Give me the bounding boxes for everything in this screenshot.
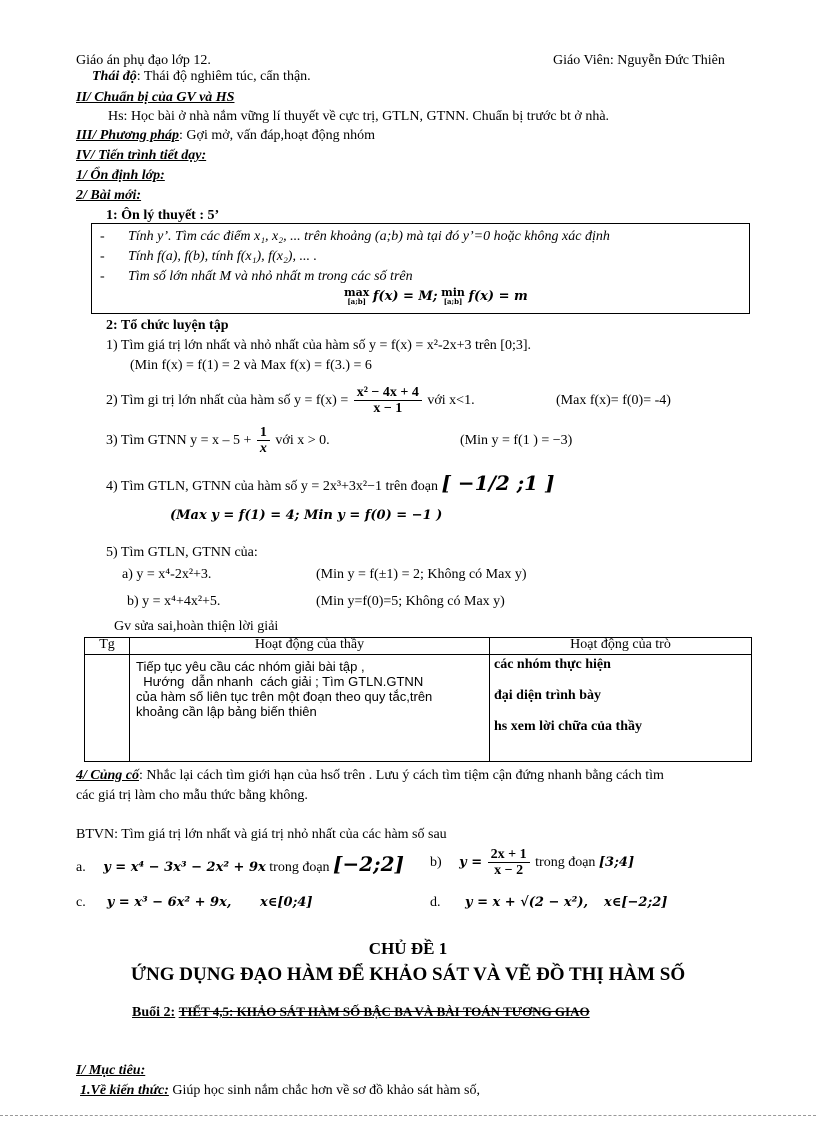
prep-heading: II/ Chuẩn bị của GV và HS [76,90,235,105]
session-label: Buổi 2: [132,1005,176,1020]
review-title: 1: Ôn lý thuyết : 5’ [106,208,220,223]
homework-title: BTVN: Tìm giá trị lớn nhất và giá trị nhỏ nhất của các hàm số sau [76,827,447,842]
theory-item-3: - Tìm số lớn nhất M và nhỏ nhất m trong các số trên [100,269,413,284]
process-heading: IV/ Tiến trình tiết dạy: [76,148,207,163]
new-lesson-heading: 2/ Bài mới: [76,188,142,203]
header-student: Hoạt động của trò [490,638,752,655]
session-line [132,1003,590,1022]
table-row [85,655,752,762]
objectives-heading: I/ Mục tiêu: [76,1063,146,1078]
table-header-row [85,638,752,655]
answer-5b: (Min y=f(0)=5; Không có Max y) [316,594,505,609]
practice-title: 2: Tổ chức luyện tập [106,318,229,333]
time-cell [85,655,130,762]
question-4: 4) Tìm GTLN, GTNN của hàm số y = 2x³+3x²−1 trên đoạn [ −1/2 ;1 ] [106,471,555,495]
fix-note: Gv sửa sai,hoàn thiện lời giải [114,619,279,634]
header-teacher: Hoạt động của thầy [130,638,490,655]
header-left: Giáo án phụ đạo lớp 12. [76,53,211,68]
answer-5a: (Min y = f(±1) = 2; Không có Max y) [316,567,527,582]
activity-table [84,637,752,762]
method-line [76,127,375,145]
answer-2: (Max f(x)= f(0)= -4) [556,393,671,408]
method-label: III/ Phương pháp [76,128,180,143]
stabilize-heading: 1/ Ổn định lớp: [76,168,165,183]
theory-formula: max [a;b] f(x) = M; min [a;b] f(x) = m [344,286,528,307]
theory-item-2: - Tính f(a), f(b), tính f(x₁), f(x₂), ... . [100,249,317,264]
method-text: : Gợi mở, vấn đáp,hoạt động nhóm [179,128,376,143]
topic-subtitle: ỨNG DỤNG ĐẠO HÀM ĐỂ KHẢO SÁT VÀ VẼ ĐỒ THỊ HÀM SỐ [130,964,686,985]
homework-a: a. y = x⁴ − 3x³ − 2x² + 9x trong đoạn [−2;2] [76,852,404,876]
theory-item-1: - Tính y’. Tìm các điểm x₁, x₂, ... trên khoảng (a;b) mà tại đó y’=0 hoặc không xác định [100,229,610,244]
attitude-text: : Thái độ nghiêm túc, cẩn thận. [136,69,311,84]
question-2: 2) Tìm gi trị lớn nhất của hàm số y = f(x) = $\frac{\text{x² − 4x + 4}}{x - 1}$ với x<1. [106,385,475,417]
knowledge-label: 1.Về kiến thức: [80,1083,169,1098]
answer-4: (Max y = f(1) = 4; Min y = f(0) = −1 ) [170,508,443,523]
knowledge-line: 1.Về kiến thức: Giúp học sinh nắm chắc hơn về sơ đồ khảo sát hàm số, [80,1083,480,1098]
attitude-line [92,68,311,86]
question-5b: b) y = x⁴+4x²+5. [127,594,221,609]
answer-3: (Min y = f(1 ) = −3) [460,433,573,448]
session-text: TIẾT 4,5: KHẢO SÁT HÀM SỐ BẬC BA VÀ BÀI TOÁN TƯƠNG GIAO [178,1004,590,1019]
header-time: Tg [85,638,130,655]
homework-c-domain: x∈[0;4] [260,895,313,910]
question-5: 5) Tìm GTLN, GTNN của: [106,545,258,560]
question-5a: a) y = x⁴-2x²+3. [122,567,212,582]
student-cell: các nhóm thực hiện đại diện trình bày hs xem lời chữa của thầy [490,655,752,762]
consolidate-line-2: các giá trị làm cho mẫu thức bằng không. [76,788,308,803]
homework-d-domain: x∈[−2;2] [604,895,668,910]
attitude-label: Thái độ [92,69,137,84]
homework-b: b) y = $\frac{2x + 1}{x - 2}$ trong đoạn [3;4] [430,847,635,879]
question-3: 3) Tìm GTNN y = x – 5 + $\frac{1}{x}$ với x > 0. [106,425,330,457]
homework-c: c. y = x³ − 6x² + 9x, [76,895,232,910]
consolidate-label: 4/ Củng cố [76,768,140,783]
page-divider [0,1115,816,1116]
header-right: Giáo Viên: Nguyễn Đức Thiên [553,53,725,68]
answer-1: (Min f(x) = f(1) = 2 và Max f(x) = f(3.) = 6 [130,358,372,373]
prep-text: Hs: Học bài ở nhà nắm vững lí thuyết về cực trị, GTLN, GTNN. Chuẩn bị trước bt ở nhà. [108,109,610,124]
topic-title: CHỦ ĐỀ 1 [368,939,448,958]
question-1: 1) Tìm giá trị lớn nhất và nhỏ nhất của hàm số y = f(x) = x²-2x+3 trên [0;3]. [106,338,531,353]
consolidate-line-1: 4/ Củng cố: Nhắc lại cách tìm giới hạn của hsố trên . Lưu ý cách tìm tiệm cận đứng nhanh bằng cách tìm [76,768,664,783]
homework-d: d. y = x + √(2 − x²), [430,895,588,910]
teacher-cell: Tiếp tục yêu cầu các nhóm giải bài tập , Hướng dẫn nhanh cách giải ; Tìm GTLN.GTNN của hàm số liên tục trên một đoạn theo quy tắc,trên khoảng cần lập bảng biến thiên [130,655,490,762]
